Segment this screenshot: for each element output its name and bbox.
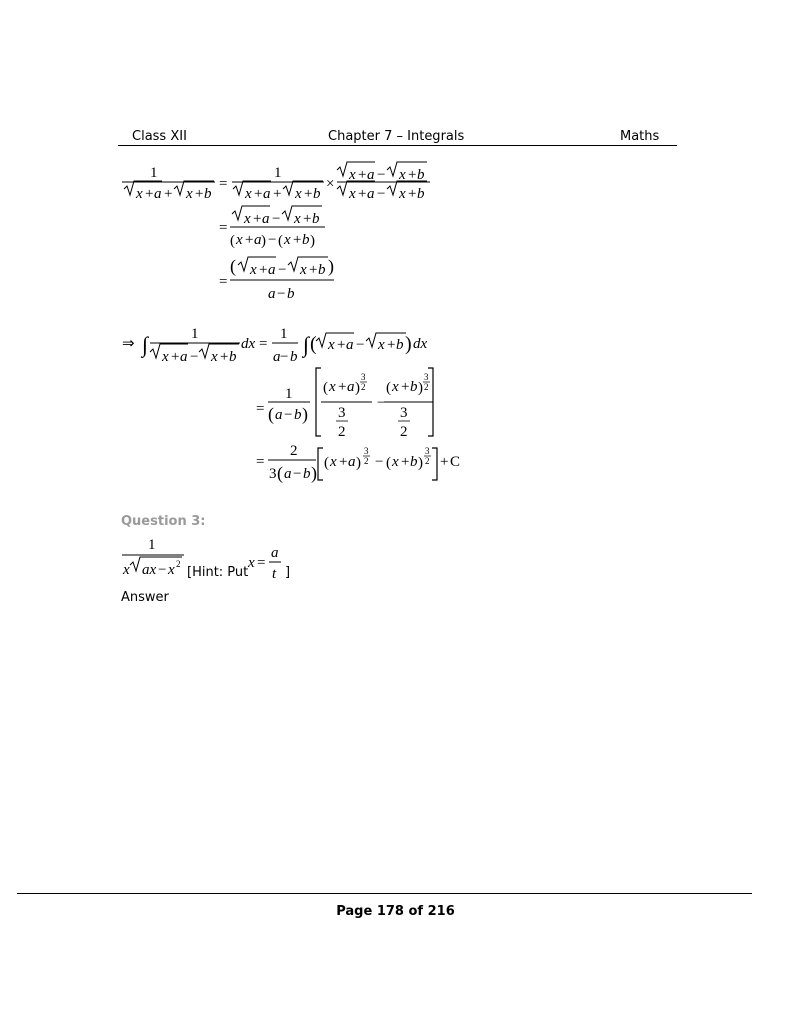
- svg-text:1: 1: [148, 537, 156, 553]
- svg-text:∫: ∫: [303, 332, 310, 357]
- header-subject: Maths: [620, 129, 660, 144]
- svg-text:(: (: [386, 455, 391, 471]
- svg-text:−: −: [375, 454, 384, 470]
- svg-text:x: x: [211, 349, 218, 365]
- svg-text:x: x: [295, 186, 302, 202]
- svg-text:a: a: [262, 211, 270, 227]
- svg-text:x: x: [378, 337, 385, 353]
- svg-text:x: x: [162, 349, 169, 365]
- svg-text:): ): [355, 380, 360, 396]
- svg-text:+: +: [408, 186, 417, 202]
- svg-text:3: 3: [269, 466, 277, 482]
- svg-text:x: x: [329, 379, 336, 395]
- svg-text:+: +: [293, 232, 302, 248]
- svg-text:a: a: [348, 454, 356, 470]
- question-title: Question 3:: [121, 514, 206, 529]
- svg-text:−: −: [277, 286, 286, 302]
- svg-text:+: +: [387, 337, 396, 353]
- svg-text:ax: ax: [142, 562, 157, 578]
- svg-text:x: x: [284, 232, 291, 248]
- svg-text:b: b: [302, 232, 310, 248]
- svg-text:dx: dx: [413, 336, 428, 352]
- svg-text:x: x: [136, 186, 143, 202]
- svg-text:a: a: [154, 186, 162, 202]
- answer-label: Answer: [121, 590, 169, 605]
- svg-text:+: +: [358, 167, 367, 183]
- svg-text:x: x: [245, 186, 252, 202]
- svg-text:b: b: [287, 286, 295, 302]
- svg-text:(: (: [310, 333, 317, 355]
- svg-text:b: b: [204, 186, 212, 202]
- svg-text:a: a: [284, 466, 292, 482]
- svg-text:−: −: [356, 337, 365, 353]
- footer-divider: [17, 893, 752, 894]
- svg-text:1: 1: [150, 165, 158, 181]
- svg-text:): ): [310, 233, 315, 249]
- svg-text:a: a: [367, 167, 375, 183]
- svg-text:+: +: [338, 379, 347, 395]
- svg-text:a: a: [271, 545, 279, 561]
- svg-text:): ): [418, 380, 423, 396]
- svg-text:b: b: [303, 466, 311, 482]
- svg-text:3: 3: [338, 405, 346, 421]
- svg-text:=: =: [219, 274, 228, 290]
- svg-text:−: −: [377, 167, 386, 183]
- svg-text:): ): [261, 233, 266, 249]
- svg-text:+: +: [309, 262, 318, 278]
- svg-text:a: a: [263, 186, 271, 202]
- svg-text:(: (: [386, 380, 391, 396]
- svg-text:+: +: [259, 262, 268, 278]
- svg-text:+: +: [164, 186, 173, 202]
- svg-text:+: +: [408, 167, 417, 183]
- svg-text:−: −: [278, 262, 287, 278]
- svg-text:=: =: [257, 555, 266, 571]
- svg-text:−: −: [377, 395, 386, 411]
- page-number: Page 178 of 216: [336, 904, 455, 919]
- svg-text:a: a: [268, 262, 276, 278]
- svg-text:+: +: [145, 186, 154, 202]
- svg-text:2: 2: [338, 424, 346, 440]
- svg-text:C: C: [450, 454, 461, 470]
- svg-text:3: 3: [424, 372, 429, 382]
- svg-text:x: x: [236, 232, 243, 248]
- svg-text:2: 2: [361, 382, 366, 392]
- svg-text:): ): [418, 455, 423, 471]
- svg-text:+: +: [440, 454, 449, 470]
- svg-text:a: a: [347, 379, 355, 395]
- svg-text:x: x: [392, 454, 399, 470]
- svg-text:=: =: [256, 401, 265, 417]
- svg-text:(: (: [323, 380, 328, 396]
- svg-text:a: a: [273, 349, 281, 365]
- svg-text:b: b: [290, 349, 298, 365]
- svg-text:3: 3: [364, 446, 369, 456]
- svg-text:×: ×: [326, 176, 335, 192]
- svg-text:dx: dx: [241, 336, 256, 352]
- svg-text:−: −: [293, 466, 302, 482]
- svg-text:b: b: [313, 186, 321, 202]
- svg-text:−: −: [377, 186, 386, 202]
- svg-text:2: 2: [425, 456, 430, 466]
- svg-text:2: 2: [290, 443, 298, 459]
- svg-text:2: 2: [364, 456, 369, 466]
- svg-text:∫: ∫: [142, 332, 149, 357]
- svg-text:2: 2: [424, 382, 429, 392]
- svg-text:a: a: [180, 349, 188, 365]
- svg-text:x: x: [399, 186, 406, 202]
- svg-text:): ): [328, 256, 334, 276]
- svg-text:x: x: [123, 562, 130, 578]
- svg-text:): ): [311, 463, 317, 483]
- svg-text:+: +: [339, 454, 348, 470]
- svg-text:+: +: [401, 379, 410, 395]
- svg-text:3: 3: [400, 405, 408, 421]
- svg-text:x: x: [349, 186, 356, 202]
- svg-text:t: t: [272, 566, 277, 582]
- svg-text:+: +: [195, 186, 204, 202]
- svg-text:(: (: [324, 455, 329, 471]
- svg-text:b: b: [410, 379, 418, 395]
- svg-text:x: x: [399, 167, 406, 183]
- svg-text:+: +: [337, 337, 346, 353]
- svg-text:(: (: [278, 233, 283, 249]
- hint-suffix: ]: [285, 565, 291, 580]
- svg-text:b: b: [312, 211, 320, 227]
- svg-text:+: +: [358, 186, 367, 202]
- svg-text:x: x: [328, 337, 335, 353]
- svg-text:b: b: [410, 454, 418, 470]
- svg-text:a: a: [268, 286, 276, 302]
- hint-prefix: [Hint: Put: [187, 565, 249, 580]
- svg-text:x: x: [244, 211, 251, 227]
- svg-text:): ): [302, 404, 308, 424]
- svg-text:=: =: [256, 454, 265, 470]
- svg-text:=: =: [219, 220, 228, 236]
- svg-text:+: +: [273, 186, 282, 202]
- svg-text:+: +: [220, 349, 229, 365]
- svg-text:x: x: [168, 562, 175, 578]
- svg-text:x: x: [294, 211, 301, 227]
- svg-text:−: −: [268, 232, 277, 248]
- svg-text:1: 1: [274, 165, 282, 181]
- svg-text:x: x: [300, 262, 307, 278]
- svg-text:−: −: [280, 349, 289, 365]
- svg-text:x: x: [186, 186, 193, 202]
- svg-text:x: x: [250, 262, 257, 278]
- svg-text:b: b: [229, 349, 237, 365]
- svg-text:a: a: [275, 407, 283, 423]
- svg-text:3: 3: [361, 372, 366, 382]
- svg-text:2: 2: [400, 424, 408, 440]
- svg-text:1: 1: [191, 326, 199, 342]
- svg-text:a: a: [367, 186, 375, 202]
- svg-text:2: 2: [176, 559, 181, 569]
- svg-text:x: x: [248, 555, 255, 571]
- svg-text:b: b: [318, 262, 326, 278]
- svg-text:=: =: [219, 176, 228, 192]
- svg-text:(: (: [277, 463, 283, 483]
- svg-text:(: (: [268, 404, 274, 424]
- svg-text:1: 1: [285, 386, 293, 402]
- svg-text:b: b: [294, 407, 302, 423]
- svg-text:x: x: [349, 167, 356, 183]
- svg-text:): ): [356, 455, 361, 471]
- svg-text:3: 3: [425, 446, 430, 456]
- svg-text:⇒: ⇒: [122, 336, 135, 352]
- svg-text:b: b: [417, 186, 425, 202]
- svg-text:+: +: [304, 186, 313, 202]
- svg-text:b: b: [396, 337, 404, 353]
- svg-text:b: b: [417, 167, 425, 183]
- svg-text:+: +: [303, 211, 312, 227]
- svg-text:a: a: [346, 337, 354, 353]
- header-chapter: Chapter 7 – Integrals: [328, 129, 465, 144]
- svg-text:+: +: [171, 349, 180, 365]
- svg-text:x: x: [330, 454, 337, 470]
- svg-text:−: −: [158, 562, 167, 578]
- header-class: Class XII: [132, 129, 187, 144]
- svg-text:=: =: [259, 336, 268, 352]
- svg-text:−: −: [284, 407, 293, 423]
- svg-text:(: (: [230, 233, 235, 249]
- svg-text:): ): [405, 333, 412, 355]
- svg-text:x: x: [392, 379, 399, 395]
- svg-text:−: −: [272, 211, 281, 227]
- svg-text:−: −: [190, 349, 199, 365]
- svg-text:+: +: [245, 232, 254, 248]
- svg-text:1: 1: [280, 326, 288, 342]
- svg-text:a: a: [254, 232, 262, 248]
- svg-text:+: +: [401, 454, 410, 470]
- svg-text:+: +: [253, 211, 262, 227]
- hint-substitution: [246, 543, 286, 583]
- svg-text:(: (: [230, 256, 236, 276]
- svg-text:+: +: [254, 186, 263, 202]
